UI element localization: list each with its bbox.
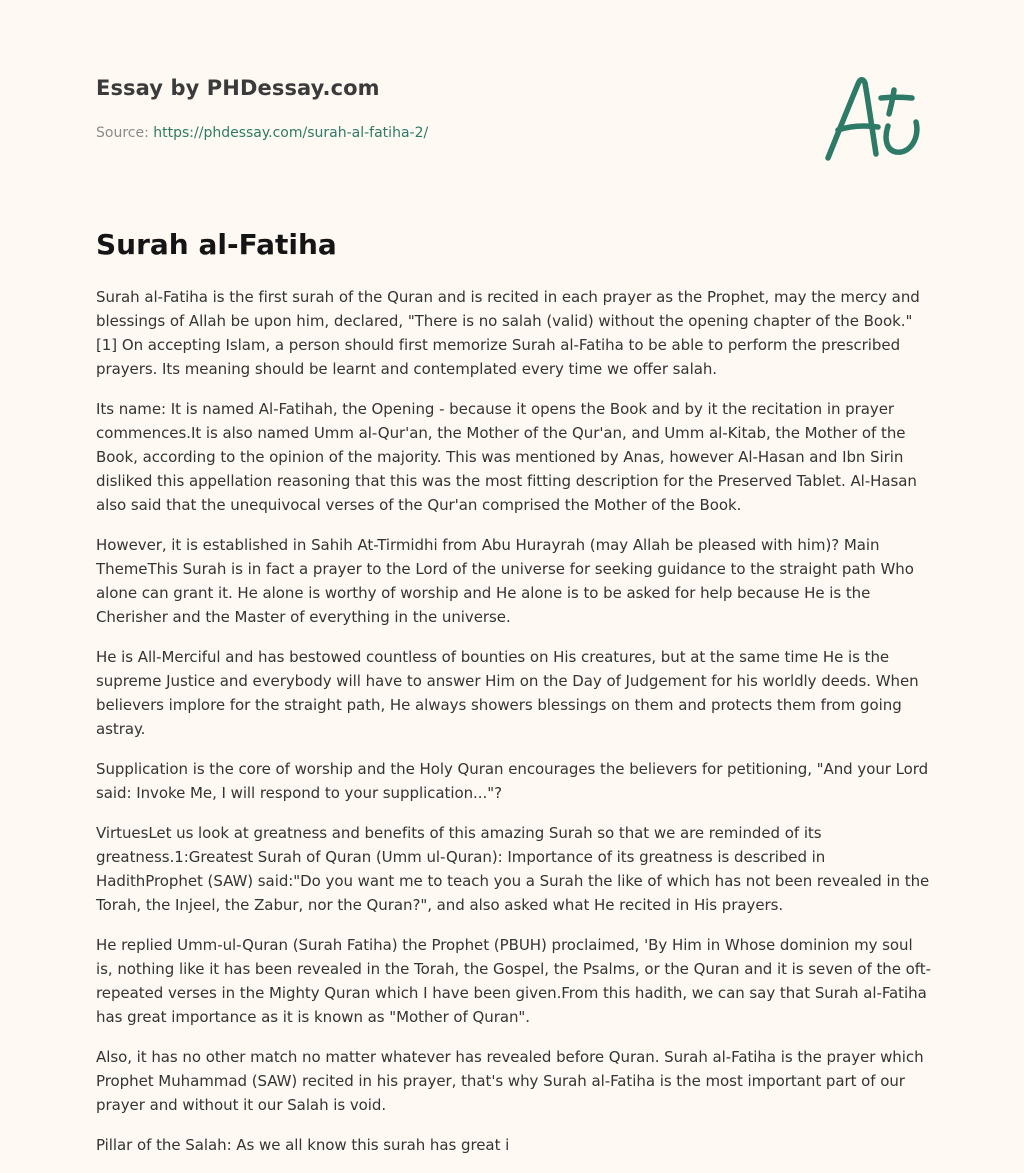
site-title: Essay by PHDessay.com — [96, 76, 380, 100]
source-label: Source: — [96, 125, 154, 141]
essay-paragraph: He replied Umm-ul-Quran (Surah Fatiha) the Prophet (PBUH) proclaimed, 'By Him in Whose dominion my soul is, nothing like it has been revealed in the Torah, the Gospel, the Psalms, or the Quran and it is seven of the oft-repeated verses in the Mighty Quran which I have been given.From this hadith, we can say that Surah al-Fatiha has great importance as it is known as "Mother of Quran". — [96, 936, 931, 1026]
page-header — [96, 76, 928, 176]
a-plus-grade-icon — [824, 68, 928, 164]
essay-paragraph: Supplication is the core of worship and the Holy Quran encourages the believers for petitioning, "And your Lord said: Invoke Me, I will respond to your supplication..."? — [96, 760, 929, 802]
essay-body — [96, 285, 932, 1173]
source-link[interactable]: https://phdessay.com/surah-al-fatiha-2/ — [153, 125, 429, 141]
essay-paragraph: Surah al-Fatiha is the first surah of the Quran and is recited in each prayer as the Prophet, may the mercy and blessings of Allah be upon him, declared, "There is no salah (valid) without the opening chapter of the Book."[1] On accepting Islam, a person should first memorize Surah al-Fatiha to be able to perform the prescribed prayers. Its meaning should be learnt and contemplated every time we offer salah. — [96, 288, 920, 378]
essay-paragraph: VirtuesLet us look at greatness and benefits of this amazing Surah so that we are reminded of its greatness.1:Greatest Surah of Quran (Umm ul-Quran): Importance of its greatness is described in HadithProphet (SAW) said:"Do you want me to teach you a Surah the like of which has not been revealed in the Torah, the Injeel, the Zabur, nor the Quran?", and also asked what He recited in His prayers. — [96, 824, 930, 914]
essay-paragraph: However, it is established in Sahih At-Tirmidhi from Abu Hurayrah (may Allah be pleased with him)? Main ThemeThis Surah is in fact a prayer to the Lord of the universe for seeking guidance to the straight path Who alone can grant it. He alone is worthy of worship and He alone is to be asked for help because He is the Cherisher and the Master of everything in the universe. — [96, 536, 914, 626]
essay-title: Surah al-Fatiha — [96, 228, 337, 261]
source-line — [96, 125, 428, 141]
essay-paragraph: He is All-Merciful and has bestowed countless of bounties on His creatures, but at the same time He is the supreme Justice and everybody will have to answer Him on the Day of Judgement for his worldly deeds. When believers implore for the straight path, He always showers blessings on them and protects them from going astray. — [96, 648, 919, 738]
essay-paragraph: Pillar of the Salah: As we all know this surah has great i — [96, 1136, 510, 1154]
essay-paragraph: Also, it has no other match no matter whatever has revealed before Quran. Surah al-Fatiha is the prayer which Prophet Muhammad (SAW) recited in his prayer, that's why Surah al-Fatiha is the most important part of our prayer and without it our Salah is void. — [96, 1048, 924, 1114]
essay-paragraph: Its name: It is named Al-Fatihah, the Opening - because it opens the Book and by it the recitation in prayer commences.It is also named Umm al-Qur'an, the Mother of the Qur'an, and Umm al-Kitab, the Mother of the Book, according to the opinion of the majority. This was mentioned by Anas, however Al-Hasan and Ibn Sirin disliked this appellation reasoning that this was the most fitting description for the Preserved Tablet. Al-Hasan also said that the unequivocal verses of the Qur'an comprised the Mother of the Book. — [96, 400, 917, 514]
